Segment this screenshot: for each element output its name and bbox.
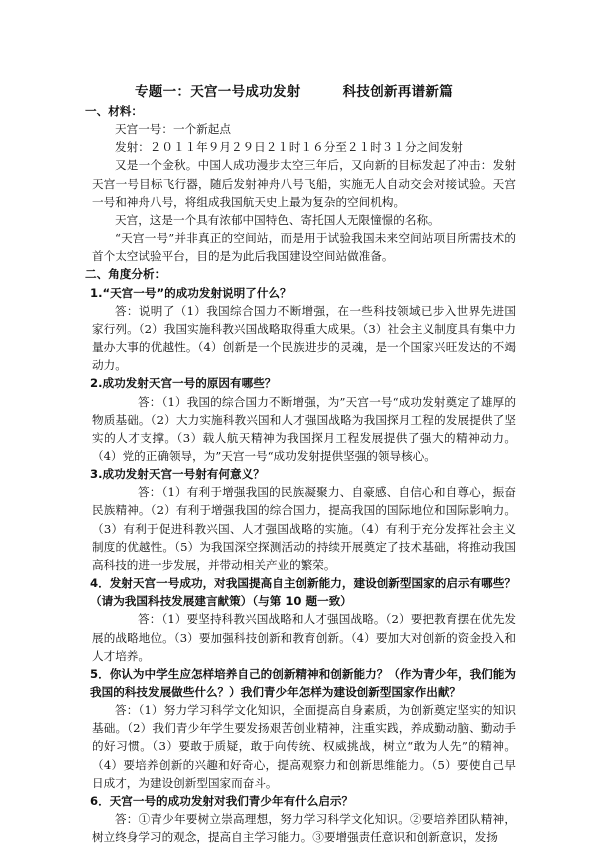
material-paragraph-3: “天宫一号”并非真正的空间站，而是用于试验我国未来空间站项目所需技术的首个太空试验平台，目的是为此后我国建设空间站做准备。 [92, 231, 516, 264]
page-title [135, 80, 453, 100]
material-line-2: 发射：２０１１年９月２９日２１时１６分至２１时３１分之间发射 [115, 140, 463, 155]
section-heading-analysis: 二、角度分析： [85, 267, 167, 282]
answer-4: 答：（1）要坚持科教兴国战略和人才强国战略。（2）要把教育摆在优先发展的战略地位。（3）要加强科技创新和教育创新。（4）要加大对创新的资金投入和人才培养。 [92, 612, 516, 663]
material-paragraph-2: 天宫，这是一个具有浓郁中国特色、寄托国人无限憧憬的名称。 [115, 212, 440, 227]
question-5: 5．你认为中学生应怎样培养自己的创新精神和创新能力？（作为青少年，我们能为我国的科技发展做些什么？）我们青少年怎样为建设创新型国家作出献？ [90, 666, 516, 699]
title-left: 专题一：天宫一号成功发射 [135, 84, 301, 100]
answer-3: 答：（1）有利于增强我国的民族凝聚力、自豪感、自信心和自尊心，振奋民族精神。（2）有利于增强我国的综合国力，提高我国的国际地位和国际影响力。（3）有利于促进科教兴国、人才强国战略的实施。（4）有利于充分发挥社会主义制度的优越性。（5）为我国深空探测活动的持续开展奠定了技术基础，将推动我国高科技的进一步发展，并带动相关产业的繁荣。 [92, 485, 516, 572]
answer-2: 答：（1）我国的综合国力不断增强，为”天宫一号“成功发射奠定了雄厚的物质基础。（2）大力实施科教兴国和人才强国战略为我国探月工程的发展提供了坚实的人才支撑。（3）载人航天精神为我国探月工程发展提供了强大的精神动力。（4）党的正确领导，为”天宫一号“成功发射提供坚强的领导核心。 [92, 394, 516, 463]
answer-1: 答：说明了（1）我国综合国力不断增强，在一些科技领域已步入世界先进国家行列。（2）我国实施科教兴国战略取得重大成果。（3）社会主义制度具有集中力量办大事的优越性。（4）创新是一个民族进步的灵魂，是一个国家兴旺发达的不竭动力。 [92, 303, 516, 373]
question-4: 4．发射天宫一号成功，对我国提高自主创新能力，建设创新型国家的启示有哪些？（请为我国科技发展建言献策）（与第 10 题一致） [90, 576, 516, 609]
answer-6: 答：①青少年要树立崇高理想，努力学习科学文化知识。②要培养团队精神，树立终身学习的观念，提高自主学习能力。③要增强责任意识和创新意识，发扬 [92, 812, 516, 845]
section-heading-materials: 一、材料： [85, 104, 143, 118]
question-1: 1.“天宫一号”的成功发射说明了什么？ [90, 285, 292, 300]
answer-5: 答：（1）努力学习科学文化知识，全面提高自身素质，为创新奠定坚实的知识基础。（2）我们青少年学生要发扬艰苦创业精神，注重实践，养成勤动脑、勤动手的好习惯。（3）要敢于质疑，敢于向传统、权威挑战，树立“敢为人先”的精神。（4）要培养创新的兴趣和好奇心，提高观察力和创新思维能力。（5）要使自己早日成才，为建设创新型国家而奋斗。 [92, 703, 516, 790]
title-right: 科技创新再谱新篇 [342, 84, 454, 100]
question-2: 2.成功发射天宫一号的原因有哪些？ [90, 376, 277, 391]
document-body [85, 102, 516, 846]
question-6: 6．天宫一号的成功发射对我们青少年有什么启示？ [90, 793, 354, 808]
material-paragraph-1: 又是一个金秋。中国人成功漫步太空三年后，又向新的目标发起了冲击：发射天宫一号目标飞行器，随后发射神舟八号飞船，实施无人自动交会对接试验。天宫一号和神舟八号，将组成我国航天史上最为复杂的空间机构。 [92, 158, 516, 209]
question-3: 3.成功发射天宫一号射有何意义？ [90, 467, 265, 482]
material-line-1: 天宫一号：一个新起点 [115, 122, 231, 137]
